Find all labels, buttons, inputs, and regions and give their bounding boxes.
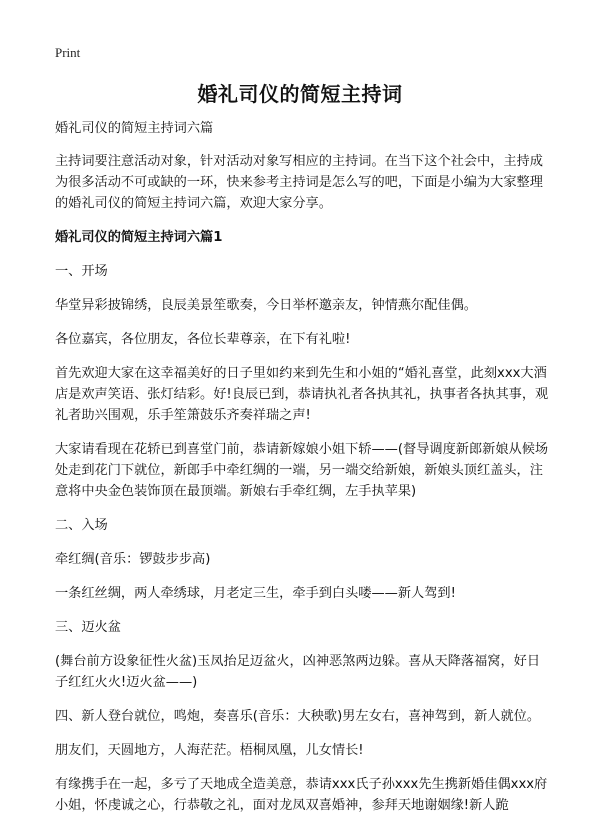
body-paragraph: 大家请看现在花轿已到喜堂门前，恭请新嫁娘小姐下轿——(督导调度新郎新娘从候场处走到花门下就位，新郎手中牵红绸的一端，另一端交给新娘，新娘头顶红盖头，注意将中央金色装饰顶在最顶端。新娘右手牵红绸，左手执苹果) bbox=[55, 442, 549, 499]
body-paragraph: (舞台前方设象征性火盆)玉凤抬足迈盆火，凶神恶煞两边躲。喜从天降落福窝，好日子红红火火!迈火盆——) bbox=[55, 654, 541, 690]
part-heading-opening: 一、开场 bbox=[55, 264, 108, 279]
document-body bbox=[55, 118, 550, 828]
document-title: 婚礼司仪的简短主持词 bbox=[197, 82, 403, 106]
section-heading: 婚礼司仪的简短主持词六篇1 bbox=[55, 230, 223, 245]
body-paragraph: 首先欢迎大家在这幸福美好的日子里如约来到先生和小姐的“婚礼喜堂，此刻xxx大酒店是欢声笑语、张灯结彩。好!良辰已到，恭请执礼者各执其礼，执事者各执其事，观礼者助兴围观，乐手笙箫鼓乐齐奏祥瑞之声! bbox=[55, 366, 549, 423]
part-heading-fire-basin: 三、迈火盆 bbox=[55, 620, 121, 635]
body-paragraph: 牵红绸(音乐：锣鼓步步高) bbox=[55, 552, 211, 567]
body-paragraph: 四、新人登台就位，鸣炮，奏喜乐(音乐：大秧歌)男左女右，喜神驾到，新人就位。 bbox=[55, 709, 541, 724]
body-paragraph: 华堂异彩披锦绣，良辰美景笙歌奏，今日举杯邀亲友，钟情燕尔配佳偶。 bbox=[55, 298, 477, 313]
document-subtitle: 婚礼司仪的简短主持词六篇 bbox=[55, 121, 214, 136]
body-paragraph: 各位嘉宾，各位朋友，各位长辈尊亲，在下有礼啦! bbox=[55, 332, 351, 347]
print-link[interactable]: Print bbox=[55, 45, 81, 60]
body-paragraph: 有缘携手在一起，多亏了天地成全造美意，恭请xxx氏子孙xxx先生携新婚佳偶xxx府小姐，怀虔诚之心，行恭敬之礼，面对龙凤双喜婚神，参拜天地谢姻缘!新人跪 bbox=[55, 777, 548, 813]
body-paragraph: 朋友们，天圆地方，人海茫茫。梧桐凤凰，儿女情长! bbox=[55, 743, 364, 758]
body-paragraph: 一条红丝绸，两人牵绣球，月老定三生，牵手到白头喽——新人驾到! bbox=[55, 586, 456, 601]
intro-paragraph: 主持词要注意活动对象，针对活动对象写相应的主持词。在当下这个社会中，主持成为很多活动不可或缺的一环，快来参考主持词是怎么写的吧，下面是小编为大家整理的婚礼司仪的简短主持词六篇，欢迎大家分享。 bbox=[55, 154, 543, 211]
part-heading-entrance: 二、入场 bbox=[55, 518, 108, 533]
